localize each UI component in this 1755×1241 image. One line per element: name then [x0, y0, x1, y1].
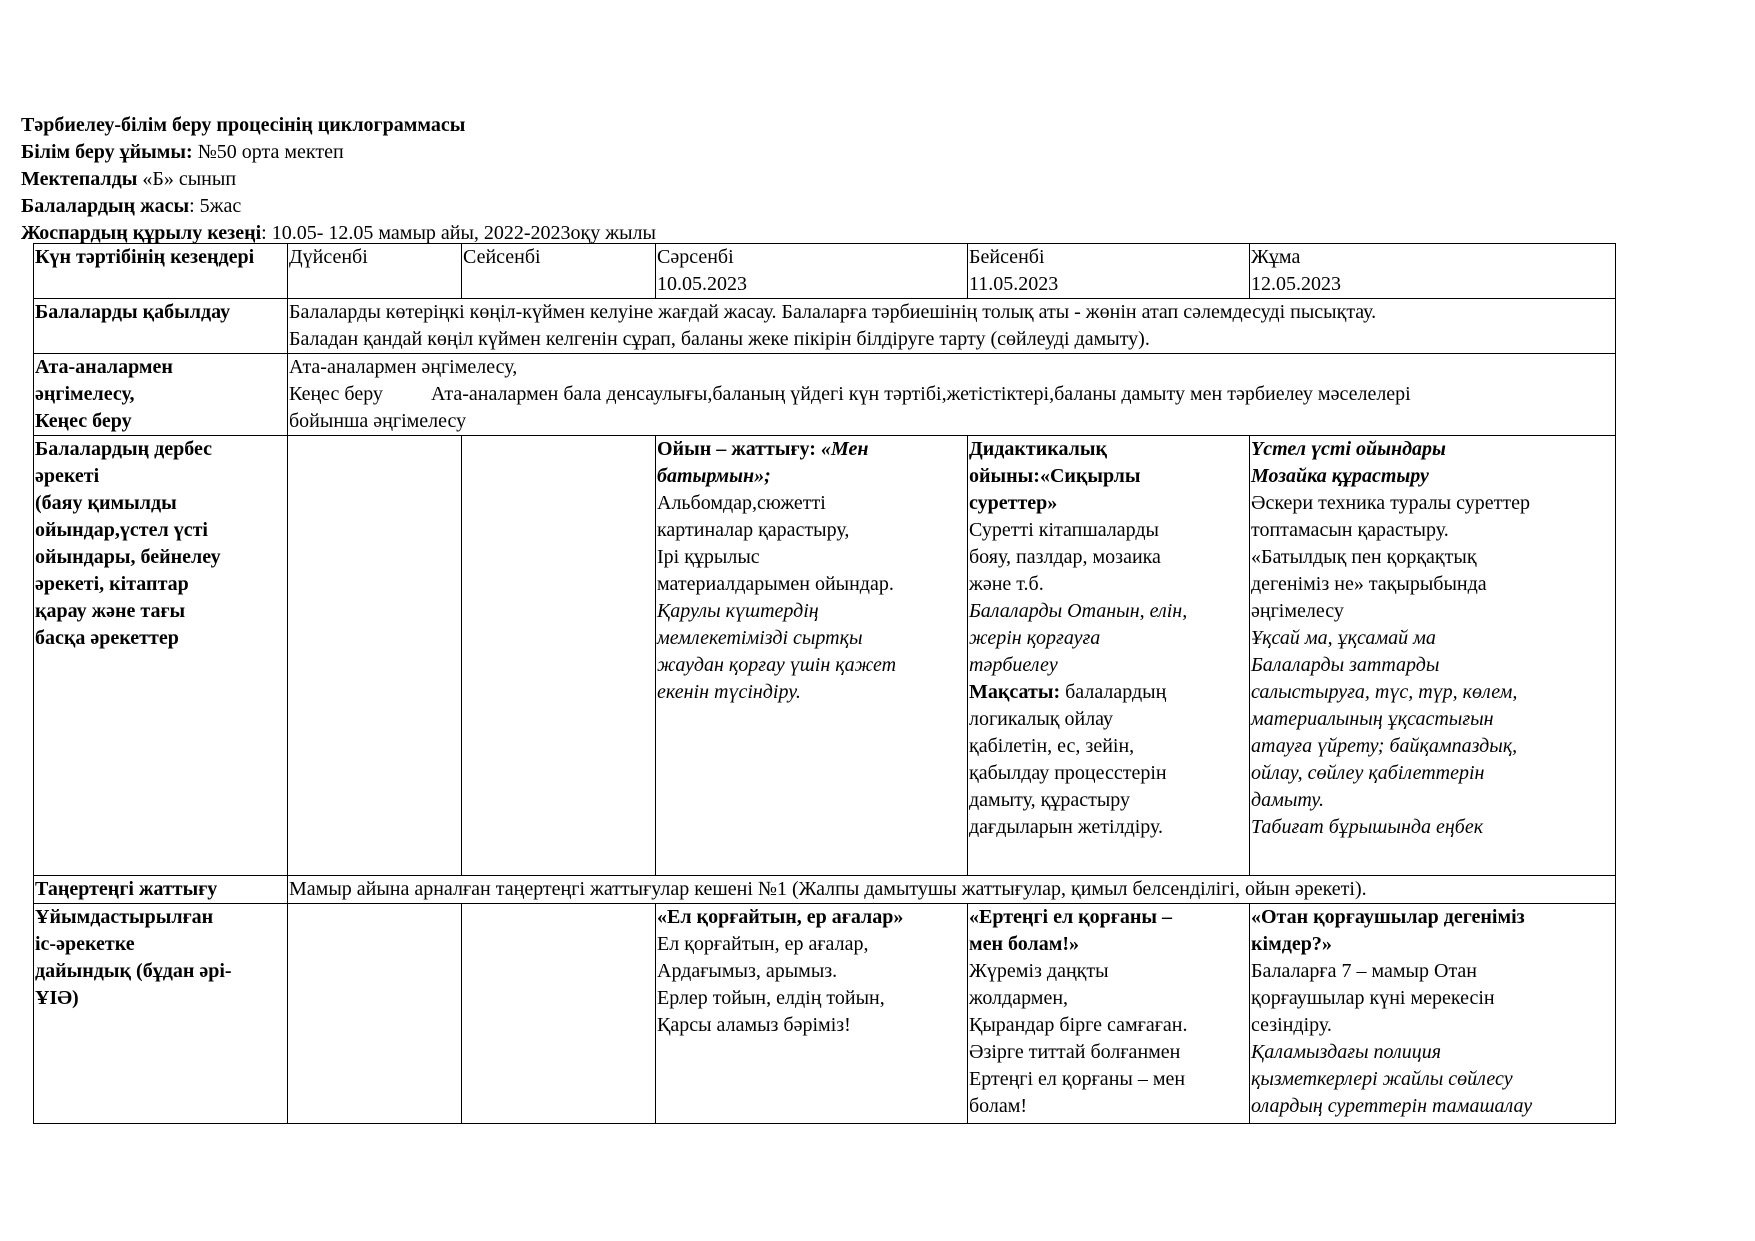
schedule-table [33, 243, 1616, 1124]
cell-tuesday-empty [462, 436, 656, 876]
row-label-independent-activity: Балалардың дербес әрекеті (баяу қимылды ойындар,үстел үсті ойындары, бейнелеу әрекеті, кітаптар қарау және тағы басқа әрекеттер [34, 436, 288, 876]
cell-wednesday-poem: «Ел қорғайтын, ер ағалар» Ел қорғайтын, ер ағалар, Ардағымыз, арымыз. Ерлер тойын, елдің тойын, Қарсы аламыз бәріміз! [656, 904, 968, 1124]
header-age: Балалардың жасы: 5жас [21, 195, 242, 217]
header-cell-thursday: Бейсенбі 11.05.2023 [968, 244, 1250, 299]
row-label-parents: Ата-аналармен әңгімелесу, Кеңес беру [34, 354, 288, 436]
row-text-reception: Балаларды көтеріңкі көңіл-күймен келуіне жағдай жасау. Балаларға тәрбиешінің толық аты - жөнін атап сәлемдесуді пысықтау. Баладан қандай көңіл күймен келгенін сұрап, баланы жеке пікірін білдіруге тарту (сөйлеуді дамыту). [288, 299, 1616, 354]
cell-thursday-poem: «Ертеңгі ел қорғаны – мен болам!» Жүреміз даңқты жолдармен, Қырандар бірге самғаған. Әзірге титтай болғанмен Ертеңгі ел қорғаны – мен болам! [968, 904, 1250, 1124]
table-row [34, 436, 1616, 876]
cell-tuesday-empty [462, 904, 656, 1124]
row-text-morning-exercise: Мамыр айына арналған таңертеңгі жаттығулар кешені №1 (Жалпы дамытушы жаттығулар, қимыл белсенділігі, ойын әрекеті). [288, 876, 1616, 904]
table-header-row [34, 244, 1616, 299]
table-row [34, 299, 1616, 354]
cell-friday-activity: Үстел үсті ойындары Мозайка құрастыру Әскери техника туралы суреттер топтамасын қарастыру. «Батылдық пен қорқақтық дегеніміз не» тақырыбында әңгімелесу Ұқсай ма, ұқсамай ма Балаларды заттарды салыстыруға, түс, түр, көлем, материалының ұқсастығын атауға үйрету; байқампаздық, ойлау, сөйлеу қабілеттерін дамыту. Табиғат бұрышында еңбек [1250, 436, 1616, 876]
row-text-parents: Ата-аналармен әңгімелесу, Кеңес беру Ата-аналармен бала денсаулығы,баланың үйдегі күн тәртібі,жетістіктері,баланы дамыту мен тәрбиелеу мәселелері бойынша әңгімелесу [288, 354, 1616, 436]
header-organization: Білім беру ұйымы: №50 орта мектеп [21, 141, 344, 163]
cell-thursday-activity: Дидактикалық ойыны:«Сиқырлы суреттер» Суретті кітапшаларды бояу, пазлдар, мозаика және т.б. Балаларды Отанын, елін, жерін қорғауға тәрбиелеу Мақсаты: балалардың логикалық ойлау қабілетін, ес, зейін, қабылдау процесстерін дамыту, құрастыру дағдыларын жетілдіру. [968, 436, 1250, 876]
table-row [34, 904, 1616, 1124]
header-cell-monday: Дүйсенбі [288, 244, 462, 299]
header-cell-wednesday: Сәрсенбі 10.05.2023 [656, 244, 968, 299]
header-class: Мектепалды «Б» сынып [21, 168, 237, 190]
header-title: Тәрбиелеу-білім беру процесінің циклограммасы [21, 114, 466, 136]
cell-wednesday-activity: Ойын – жаттығу: «Мен батырмын»; Альбомдар,сюжетті картиналар қарастыру, Ірі құрылыс материалдарымен ойындар. Қарулы күштердің мемлекетімізді сыртқы жаудан қорғау үшін қажет екенін түсіндіру. [656, 436, 968, 876]
row-label-reception: Балаларды қабылдау [34, 299, 288, 354]
row-label-organized-activity: Ұйымдастырылған іс-әрекетке дайындық (бұдан әрі- ҰІӘ) [34, 904, 288, 1124]
header-period: Жоспардың құрылу кезеңі: 10.05- 12.05 мамыр айы, 2022-2023оқу жылы [21, 222, 656, 244]
header-cell-friday: Жұма 12.05.2023 [1250, 244, 1616, 299]
header-cell-stages: Күн тәртібінің кезеңдері [34, 244, 288, 299]
cell-friday-topic: «Отан қорғаушылар дегеніміз кімдер?» Балаларға 7 – мамыр Отан қорғаушылар күні мерекесін сезіндіру. Қаламыздағы полиция қызметкерлері жайлы сөйлесу олардың суреттерін тамашалау [1250, 904, 1616, 1124]
cell-monday-empty [288, 904, 462, 1124]
table-row [34, 354, 1616, 436]
header-cell-tuesday: Сейсенбі [462, 244, 656, 299]
cell-monday-empty [288, 436, 462, 876]
document-header [21, 112, 1421, 247]
row-label-morning-exercise: Таңертеңгі жаттығу [34, 876, 288, 904]
table-row [34, 876, 1616, 904]
